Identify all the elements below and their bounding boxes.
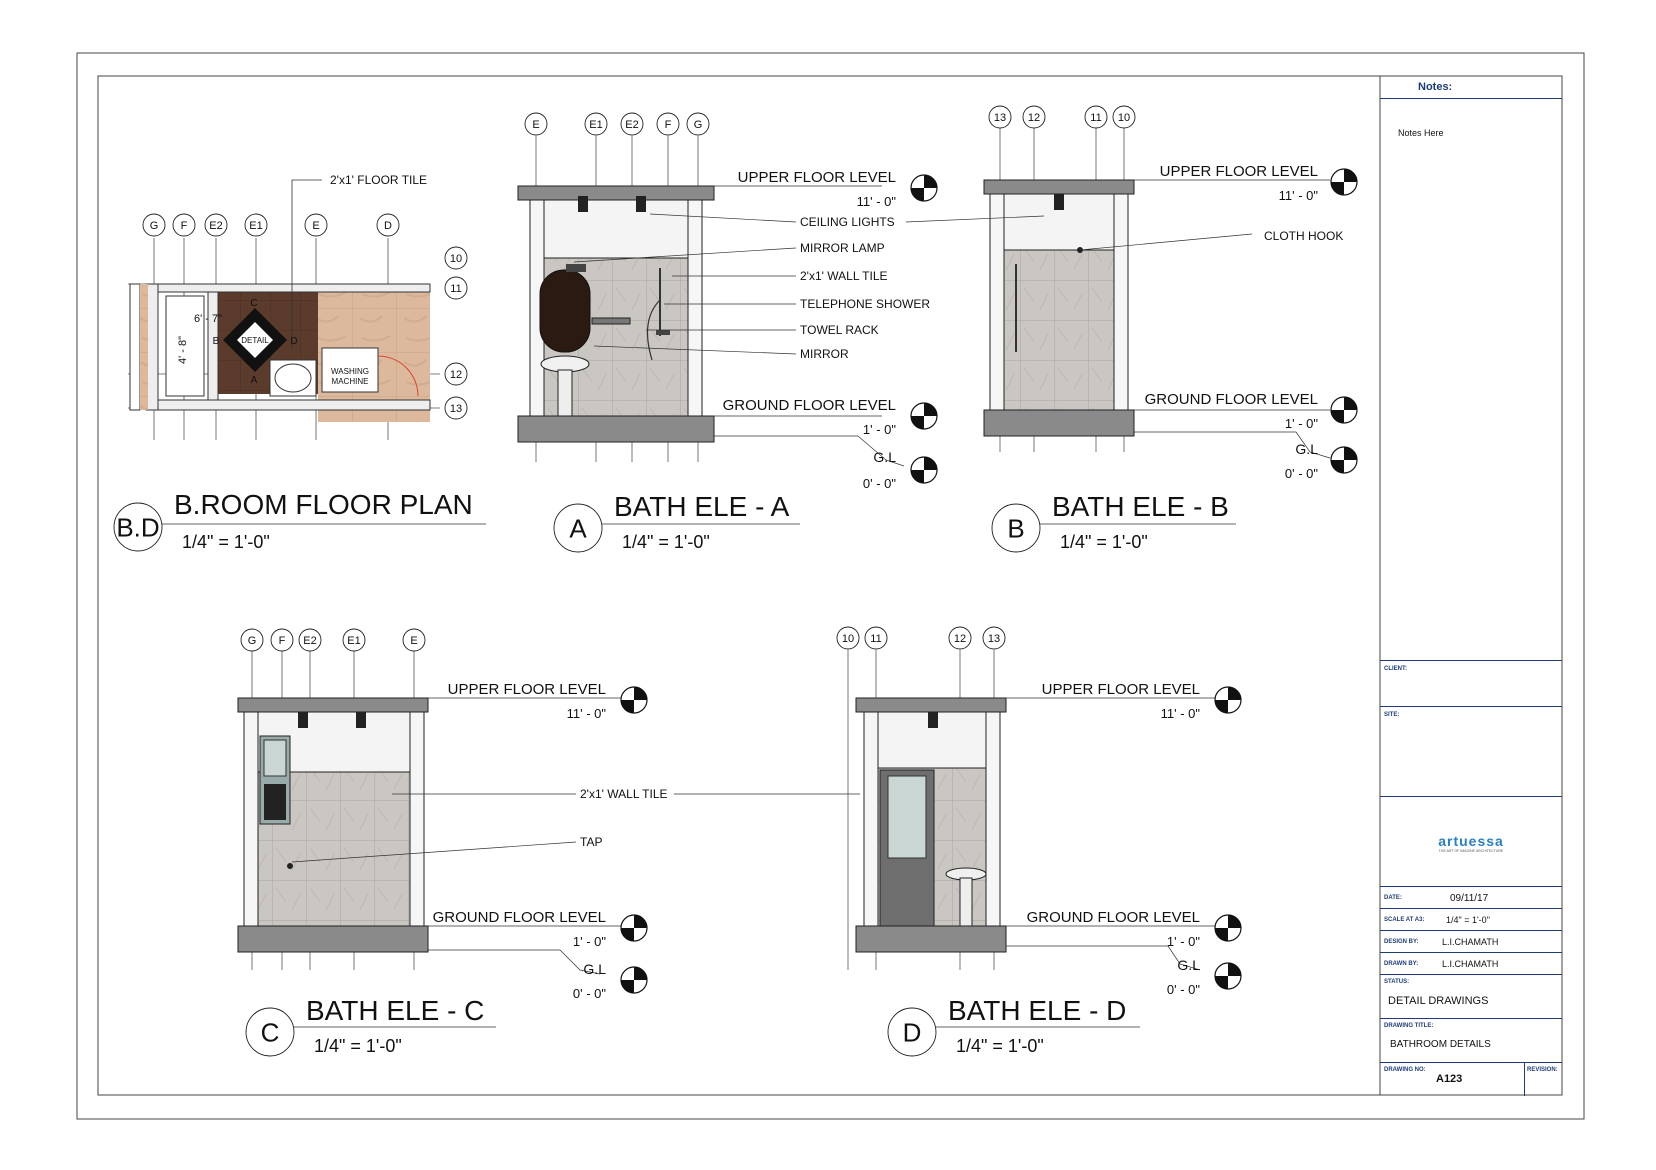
dim-6-7: 6' - 7" xyxy=(194,313,223,325)
design-label: DESIGN BY: xyxy=(1384,939,1419,945)
elev-b-cloth-hook: CLOTH HOOK xyxy=(1264,229,1344,243)
elev-a-grid-1: E1 xyxy=(589,118,603,131)
status-row xyxy=(1380,974,1562,1019)
elev-d-title: BATH ELE - D xyxy=(948,995,1127,1026)
elev-b-scale: 1/4" = 1'-0" xyxy=(1060,532,1148,552)
elev-c-grid-0: G xyxy=(247,634,257,647)
elev-c-tap: TAP xyxy=(580,835,603,849)
marker-a: A xyxy=(250,375,258,386)
elev-c-wall-tile: 2'x1' WALL TILE xyxy=(580,787,668,801)
elev-a-callout-1: MIRROR LAMP xyxy=(800,241,885,255)
plan-grid-r-2: 12 xyxy=(449,368,463,381)
elev-a-upper-level: UPPER FLOOR LEVEL xyxy=(737,169,896,186)
revision-label: REVISION: xyxy=(1527,1067,1558,1073)
elev-c-grid-2: E2 xyxy=(303,634,317,647)
elev-b-grid-1: 12 xyxy=(1027,111,1041,124)
drawing-number-row xyxy=(1380,1062,1562,1096)
plan-grid-5: D xyxy=(384,219,392,232)
elev-c-ground-target xyxy=(621,915,647,941)
outer-border xyxy=(77,53,1584,1119)
dim-4-8: 4' - 8" xyxy=(177,335,189,365)
logo-section xyxy=(1380,796,1562,887)
elev-d-upper-level: UPPER FLOOR LEVEL xyxy=(1041,681,1200,698)
elev-c-ground-level: GROUND FLOOR LEVEL xyxy=(432,909,606,926)
elev-b-grid-0: 13 xyxy=(993,111,1007,124)
elev-b-upper-level: UPPER FLOOR LEVEL xyxy=(1159,163,1318,180)
date-row xyxy=(1380,886,1562,909)
drawing-title-label: DRAWING TITLE: xyxy=(1384,1023,1434,1029)
elev-a-scale: 1/4" = 1'-0" xyxy=(622,532,710,552)
logo-wordmark: artuessa xyxy=(1438,833,1504,849)
elev-a-gl-value: 0' - 0" xyxy=(862,476,896,491)
elev-d-gl: G.L xyxy=(1177,957,1200,973)
detail-label: DETAIL xyxy=(241,336,269,345)
elev-b-grid-2: 11 xyxy=(1090,111,1102,124)
elev-a-gl: G.L xyxy=(873,449,896,465)
elev-d-upper-value: 11' - 0" xyxy=(1160,706,1200,721)
elev-c-upper-target xyxy=(621,687,647,713)
notes-label: Notes: xyxy=(1418,81,1453,93)
elev-b-ground-level: GROUND FLOOR LEVEL xyxy=(1144,391,1318,408)
elev-b-ground-value: 1' - 0" xyxy=(1284,416,1318,431)
elev-a-upper-target xyxy=(911,175,937,201)
scale-label: SCALE AT A3: xyxy=(1384,917,1425,923)
drawn-value: L.I.CHAMATH xyxy=(1442,959,1499,969)
date-value: 09/11/17 xyxy=(1450,893,1489,904)
drawing-title-value: BATHROOM DETAILS xyxy=(1390,1039,1491,1050)
elev-a-tag: A xyxy=(569,513,587,544)
elev-a-ground-target xyxy=(911,403,937,429)
elev-b-upper-value: 11' - 0" xyxy=(1278,188,1318,203)
elev-d-ground-target xyxy=(1215,915,1241,941)
marker-d: D xyxy=(290,336,298,347)
floor-tile-label: 2'x1' FLOOR TILE xyxy=(330,173,428,187)
elev-d-gl-target xyxy=(1215,963,1241,989)
elev-a-callout-5: MIRROR xyxy=(800,347,849,361)
revision-cell xyxy=(1524,1063,1563,1096)
elev-d-grid-2: 12 xyxy=(953,632,967,645)
plan-grid-r-0: 10 xyxy=(449,252,463,265)
elev-d-grid-3: 13 xyxy=(987,632,1001,645)
elev-d-gl-value: 0' - 0" xyxy=(1166,982,1200,997)
elev-c-gl: G.L xyxy=(583,961,606,977)
status-label: STATUS: xyxy=(1384,979,1410,985)
client-section xyxy=(1380,660,1562,707)
elev-a-callout-2: 2'x1' WALL TILE xyxy=(800,269,888,283)
plan-title: B.ROOM FLOOR PLAN xyxy=(174,489,473,520)
elev-d-ground-value: 1' - 0" xyxy=(1166,934,1200,949)
elev-c-upper-level: UPPER FLOOR LEVEL xyxy=(447,681,606,698)
elev-c-gl-value: 0' - 0" xyxy=(572,986,606,1001)
elev-b-gl-value: 0' - 0" xyxy=(1284,466,1318,481)
elev-c-grid-3: E1 xyxy=(347,634,361,647)
date-label: DATE: xyxy=(1384,895,1402,901)
title-block xyxy=(1380,76,1562,1095)
elev-a-upper-value: 11' - 0" xyxy=(856,194,896,209)
scale-row xyxy=(1380,908,1562,931)
plan-tag: B.D xyxy=(116,512,160,543)
elev-b-ground-target xyxy=(1331,397,1357,423)
elev-a-title: BATH ELE - A xyxy=(614,491,790,522)
design-row xyxy=(1380,930,1562,953)
plan-grid-r-3: 13 xyxy=(449,402,463,415)
site-label: SITE: xyxy=(1384,712,1400,718)
plan-grid-r-1: 11 xyxy=(450,282,462,295)
elev-c-ground-value: 1' - 0" xyxy=(572,934,606,949)
logo-tagline: THE ART OF IMAGINE ARCHITECTURE xyxy=(1438,849,1504,853)
elev-c-title: BATH ELE - C xyxy=(306,995,485,1026)
elev-b-gl-target xyxy=(1331,447,1357,473)
plan-grid-0: G xyxy=(149,219,159,232)
elev-a-callout-3: TELEPHONE SHOWER xyxy=(800,297,931,311)
elev-c-scale: 1/4" = 1'-0" xyxy=(314,1036,402,1056)
elev-a-ground-level: GROUND FLOOR LEVEL xyxy=(722,397,896,414)
status-value: DETAIL DRAWINGS xyxy=(1388,995,1489,1007)
client-label: CLIENT: xyxy=(1384,666,1407,672)
washing-label-2: MACHINE xyxy=(331,377,369,386)
elev-b-grid-3: 10 xyxy=(1117,111,1131,124)
elev-c-gl-target xyxy=(621,967,647,993)
elev-a-gl-target xyxy=(911,457,937,483)
notes-divider xyxy=(1380,98,1562,99)
elev-a-grid-3: F xyxy=(664,118,672,131)
elev-c-tag: C xyxy=(260,1017,280,1048)
elev-b-gl: G.L xyxy=(1295,441,1318,457)
drawing-number-value: A123 xyxy=(1436,1073,1463,1085)
notes-text: Notes Here xyxy=(1398,128,1444,138)
design-value: L.I.CHAMATH xyxy=(1442,937,1499,947)
company-logo xyxy=(1428,833,1514,853)
plan-scale: 1/4" = 1'-0" xyxy=(182,532,270,552)
marker-b: B xyxy=(212,336,220,347)
drawing-number-label: DRAWING NO: xyxy=(1384,1067,1426,1073)
elev-a-grid-4: G xyxy=(693,118,703,131)
elev-d-tag: D xyxy=(902,1017,922,1048)
elev-a-callout-0: CEILING LIGHTS xyxy=(800,215,895,229)
plan-grid-4: E xyxy=(312,219,320,232)
plan-grid-2: E2 xyxy=(209,219,223,232)
site-section xyxy=(1380,706,1562,797)
elev-a-ground-value: 1' - 0" xyxy=(862,422,896,437)
elev-d-scale: 1/4" = 1'-0" xyxy=(956,1036,1044,1056)
elev-c-grid-1: F xyxy=(278,634,286,647)
elev-d-grid-1: 11 xyxy=(870,632,882,645)
elev-d-upper-target xyxy=(1215,687,1241,713)
drawn-label: DRAWN BY: xyxy=(1384,961,1419,967)
elev-c-grid-4: E xyxy=(410,634,418,647)
elev-d-ground-level: GROUND FLOOR LEVEL xyxy=(1026,909,1200,926)
scale-value: 1/4" = 1'-0" xyxy=(1446,915,1490,925)
drawn-row xyxy=(1380,952,1562,975)
washing-label-1: WASHING xyxy=(331,367,369,376)
elev-a-grid-2: E2 xyxy=(625,118,639,131)
elev-b-tag: B xyxy=(1007,513,1025,544)
elev-b-title: BATH ELE - B xyxy=(1052,491,1229,522)
elev-d-grid-0: 10 xyxy=(841,632,855,645)
plan-grid-3: E1 xyxy=(249,219,263,232)
marker-c: C xyxy=(250,298,258,309)
elev-b-upper-target xyxy=(1331,169,1357,195)
elev-c-upper-value: 11' - 0" xyxy=(566,706,606,721)
elev-a-callout-4: TOWEL RACK xyxy=(800,323,879,337)
plan-grid-1: F xyxy=(180,219,188,232)
drawing-title-row xyxy=(1380,1018,1562,1063)
elev-a-grid-0: E xyxy=(532,118,540,131)
